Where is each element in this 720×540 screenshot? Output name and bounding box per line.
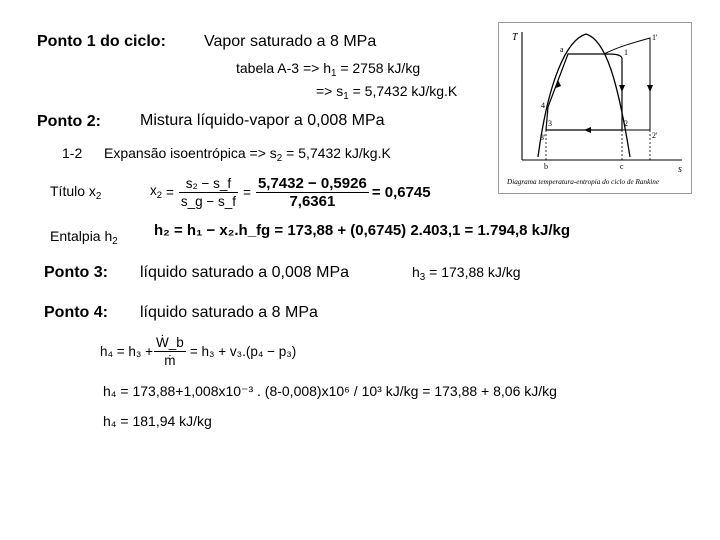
h1-subscript: 1 bbox=[330, 68, 337, 79]
s2-subscript: 2 bbox=[276, 153, 283, 164]
pump-work-fraction bbox=[154, 334, 186, 369]
diagram-frame bbox=[499, 23, 692, 194]
diagram-caption: Diagrama temperatura-entropia do ciclo de Rankine bbox=[507, 178, 660, 186]
entalpia-subscript: 2 bbox=[112, 236, 118, 247]
x2-equals: = bbox=[166, 184, 174, 200]
h3-subscript: 3 bbox=[419, 272, 426, 283]
x2-equals-2: = bbox=[243, 184, 251, 200]
point-3-label: 3 bbox=[548, 119, 552, 128]
x2-numeric-denominator: 7,6361 bbox=[289, 192, 336, 210]
axis-s-label: s bbox=[678, 164, 682, 175]
point-a-label: a bbox=[560, 45, 564, 54]
h3-symbol: h bbox=[412, 264, 420, 280]
h4-result: h₄ = 181,94 kJ/kg bbox=[103, 413, 212, 429]
x2-symbolic-denominator: s_g − s_f bbox=[180, 193, 237, 209]
point-2prime-label: 2' bbox=[652, 131, 658, 140]
point-1prime-label: 1' bbox=[652, 33, 658, 42]
point-c-label: c bbox=[620, 162, 624, 171]
x2-symbol: $x_2$ bbox=[150, 183, 162, 201]
point-4-label: 4 bbox=[541, 101, 545, 110]
tabela-line bbox=[236, 60, 420, 79]
titulo-subscript: 2 bbox=[95, 191, 102, 202]
h1-value: = 2758 kJ/kg bbox=[340, 60, 421, 76]
pump-work-denominator: ṁ bbox=[164, 352, 176, 368]
s2-value: = 5,7432 kJ/kg.K bbox=[286, 145, 391, 161]
ponto4-description: líquido saturado a 8 MPa bbox=[140, 304, 318, 321]
ponto1-label: Ponto 1 do ciclo: bbox=[37, 33, 166, 50]
s1-arrow: => bbox=[316, 83, 333, 99]
entalpia-text: Entalpia h bbox=[50, 228, 113, 244]
ponto3-label: Ponto 3: bbox=[44, 264, 108, 281]
ponto1-description: Vapor saturado a 8 MPa bbox=[204, 33, 377, 50]
ponto2-description: Mistura líquido-vapor a 0,008 MPa bbox=[140, 112, 385, 129]
h2-equation: h₂ = h₁ − x₂.h_fg = 173,88 + (0,6745) 2.403,1 = 1.794,8 kJ/kg bbox=[154, 222, 571, 239]
x2-numeric-fraction bbox=[256, 175, 369, 210]
x2-symbolic-fraction bbox=[179, 175, 238, 210]
ponto2-label: Ponto 2: bbox=[37, 113, 101, 130]
entalpia-label bbox=[50, 228, 118, 247]
h3-value: = 173,88 kJ/kg bbox=[429, 264, 521, 280]
point-2-label: 2 bbox=[624, 119, 628, 128]
x2-equation bbox=[150, 172, 431, 212]
tabela-ref: tabela A-3 => bbox=[236, 60, 320, 76]
point-b-label: b bbox=[544, 162, 548, 171]
pump-work-numerator: Ẇ_b bbox=[156, 334, 184, 350]
s1-value: = 5,7432 kJ/kg.K bbox=[352, 83, 458, 99]
titulo-text: Título x bbox=[50, 183, 96, 199]
x2-result: = 0,6745 bbox=[371, 183, 431, 201]
x2-numeric-numerator: 5,7432 − 0,5926 bbox=[257, 174, 367, 192]
s1-line bbox=[316, 83, 457, 102]
expansion-line bbox=[104, 145, 391, 164]
point-1-label: 1 bbox=[624, 48, 628, 57]
point-3prime-label: 3' bbox=[540, 133, 546, 142]
expansion-text: Expansão isoentrópica => bbox=[104, 145, 266, 161]
axis-t-label: T bbox=[512, 32, 518, 43]
step-1-2: 1-2 bbox=[62, 145, 83, 161]
s1-subscript: 1 bbox=[343, 91, 349, 102]
s1-symbol: s bbox=[336, 83, 344, 99]
h3-line bbox=[412, 264, 521, 283]
h4-formula-rhs: = h₃ + v₃.(p₄ − p₃) bbox=[189, 343, 297, 359]
h1-symbol: h bbox=[323, 60, 331, 76]
ponto4-label: Ponto 4: bbox=[44, 304, 108, 321]
s2-symbol: s bbox=[269, 145, 277, 161]
h4-formula-lhs: h₄ = h₃ + bbox=[100, 343, 154, 359]
ts-diagram bbox=[498, 22, 692, 194]
x2-symbolic-numerator: s₂ − s_f bbox=[179, 175, 238, 193]
ponto3-description: líquido saturado a 0,008 MPa bbox=[140, 264, 350, 281]
h4-calculation: h₄ = 173,88+1,008x10⁻³ . (8-0,008)x10⁶ / 10³ kJ/kg = 173,88 + 8,06 kJ/kg bbox=[103, 383, 557, 399]
titulo-label bbox=[50, 183, 101, 202]
h4-formula bbox=[100, 330, 296, 372]
